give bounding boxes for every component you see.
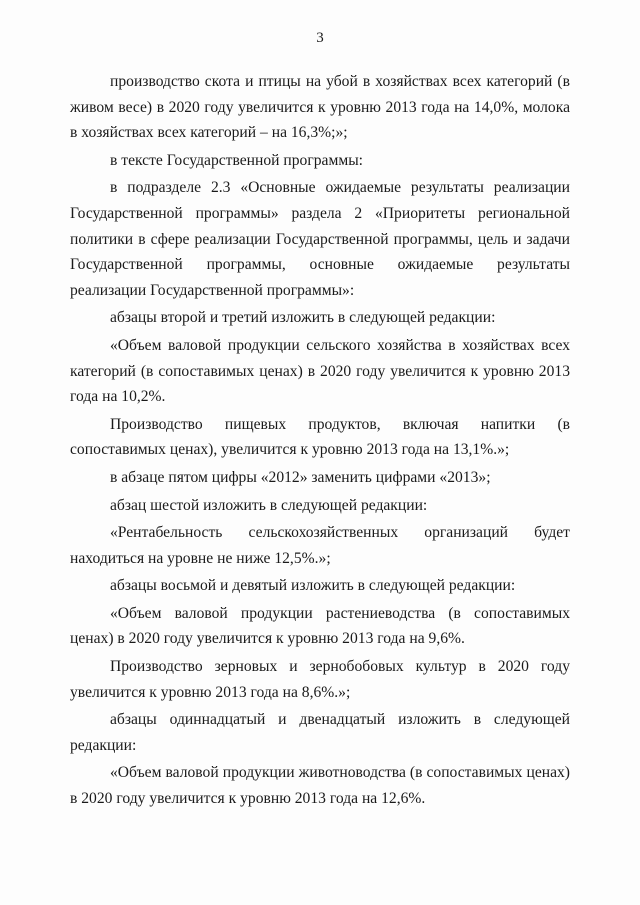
paragraph: абзац шестой изложить в следующей редакции: — [110, 496, 428, 514]
paragraph: Производство зерновых и зернобобовых культур в 2020 году увеличится к уровню 2013 года на 8,6%.»; — [70, 658, 570, 701]
paragraph: «Объем валовой продукции растениеводства (в сопоставимых ценах) в 2020 году увеличится к уровню 2013 года на 9,6%. — [70, 604, 570, 648]
paragraph: в подразделе 2.3 «Основные ожидаемые результаты реализации Государственной программы» раздела 2 «Приоритеты региональной политики в сфере реализации Государственной программы, цель и задачи Государственной программы, основные ожидаемые результаты реализации Государственной программы»: — [70, 179, 570, 299]
paragraph: «Рентабельность сельскохозяйственных организаций будет находиться на уровне не ниже 12,5%.»; — [70, 524, 570, 567]
paragraph: «Объем валовой продукции сельского хозяйства в хозяйствах всех категорий (в сопоставимых ценах) в 2020 году увеличится к уровню 2013 года на 10,2%. — [70, 336, 570, 406]
page-number: 3 — [316, 30, 324, 46]
paragraph: абзацы второй и третий изложить в следующей редакции: — [110, 309, 496, 327]
paragraph: Производство пищевых продуктов, включая напитки (в сопоставимых ценах), увеличится к уровню 2013 года на 13,1%.»; — [70, 415, 570, 459]
paragraph: «Объем валовой продукции животноводства (в сопоставимых ценах) в 2020 году увеличится к уровню 2013 года на 12,6%. — [70, 764, 570, 808]
document-body — [70, 69, 570, 812]
paragraph: абзацы восьмой и девятый изложить в следующей редакции: — [110, 577, 516, 595]
paragraph: в тексте Государственной программы: — [110, 151, 364, 169]
paragraph: абзацы одиннадцатый и двенадцатый изложить в следующей редакции: — [70, 711, 570, 754]
paragraph: производство скота и птицы на убой в хозяйствах всех категорий (в живом весе) в 2020 году увеличится к уровню 2013 года на 14,0%, молока в хозяйствах всех категорий – на 16,3%;»; — [70, 73, 570, 142]
paragraph: в абзаце пятом цифры «2012» заменить цифрами «2013»; — [110, 468, 491, 486]
